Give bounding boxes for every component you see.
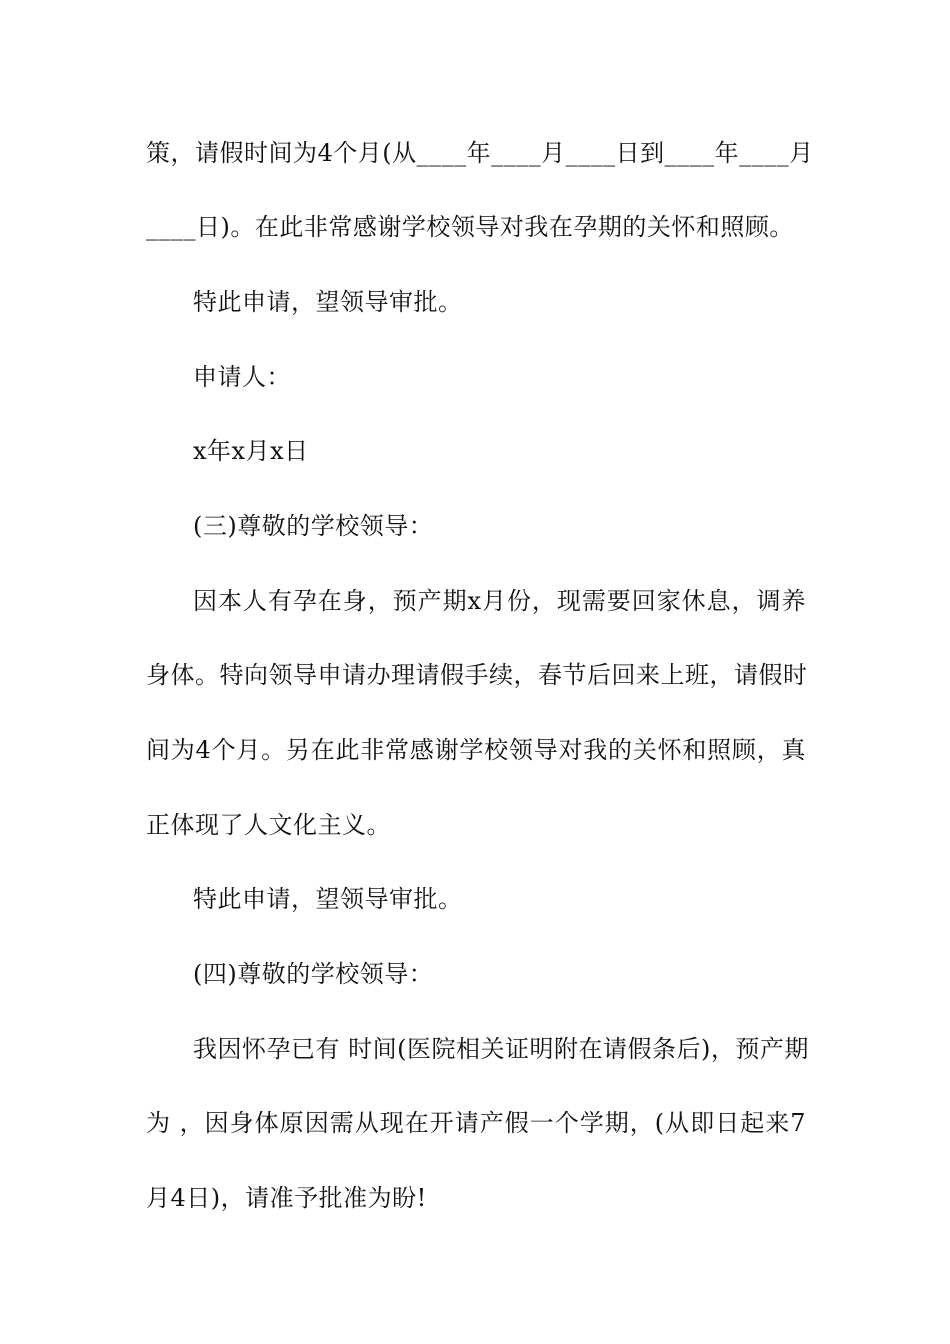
paragraph-line: 因本人有孕在身，预产期x月份，现需要回家休息，调养: [193, 587, 806, 615]
applicant-label: 申请人：: [193, 363, 291, 391]
date-line: x年x月x日: [193, 437, 309, 465]
paragraph-line: 策，请假时间为4个月(从____年____月____日到____年____月: [146, 139, 814, 167]
section-heading: (三)尊敬的学校领导：: [193, 512, 434, 540]
paragraph-line: 为 ，因身体原因需从现在开请产假一个学期，(从即日起来7: [146, 1109, 806, 1137]
paragraph-line: 间为4个月。另在此非常感谢学校领导对我的关怀和照顾，真: [146, 736, 806, 764]
paragraph-line: ____日)。在此非常感谢学校领导对我在孕期的关怀和照顾。: [146, 213, 794, 241]
paragraph-line: 月4日)，请准予批准为盼!: [146, 1184, 427, 1212]
paragraph-line: 正体现了人文化主义。: [146, 811, 391, 839]
paragraph-line: 身体。特向领导申请办理请假手续，春节后回来上班，请假时: [146, 661, 808, 689]
closing-line: 特此申请，望领导审批。: [193, 885, 463, 913]
section-heading: (四)尊敬的学校领导：: [193, 960, 434, 988]
closing-line: 特此申请，望领导审批。: [193, 288, 463, 316]
paragraph-line: 我因怀孕已有 时间(医院相关证明附在请假条后)，预产期: [193, 1035, 809, 1063]
